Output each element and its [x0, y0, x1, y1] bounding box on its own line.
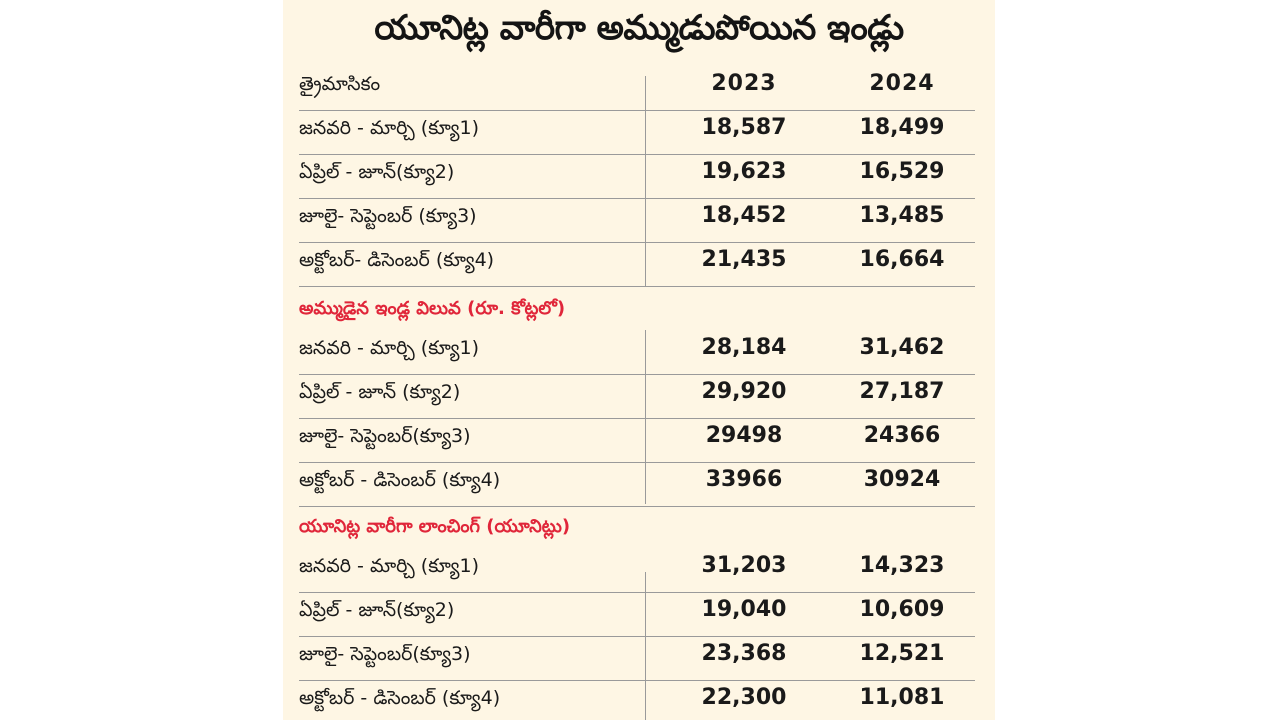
row-label: అక్టోబర్- డిసెంబర్ (క్యూ4) — [299, 249, 495, 271]
table-row — [299, 110, 975, 155]
value-2024: 11,081 — [859, 685, 945, 710]
table-row — [299, 198, 975, 243]
row-label: ఏప్రిల్ - జూన్(క్యూ2) — [299, 161, 455, 183]
value-2023: 29498 — [705, 423, 783, 448]
table-row — [299, 330, 975, 375]
table-row — [299, 548, 975, 593]
row-label: జూలై- సెప్టెంబర్(క్యూ3) — [299, 643, 471, 665]
year-2023-header: 2023 — [711, 71, 777, 96]
section-heading-launches: యూనిట్ల వారీగా లాంచింగ్ (యూనిట్లు) — [299, 516, 571, 537]
value-2023: 18,452 — [701, 203, 787, 228]
value-2023: 18,587 — [701, 115, 787, 140]
value-2023: 19,040 — [701, 597, 787, 622]
row-label: జనవరి - మార్చి (క్యూ1) — [299, 337, 480, 359]
value-2024: 30924 — [863, 467, 941, 492]
row-label: అక్టోబర్ - డిసెంబర్ (క్యూ4) — [299, 469, 501, 491]
value-2024: 10,609 — [859, 597, 945, 622]
row-label: జూలై- సెప్టెంబర్(క్యూ3) — [299, 425, 471, 447]
quarter-column-header: త్రైమాసికం — [299, 73, 381, 95]
value-2024: 18,499 — [859, 115, 945, 140]
row-label: ఏప్రిల్ - జూన్ (క్యూ2) — [299, 381, 461, 403]
value-2024: 27,187 — [859, 379, 945, 404]
row-label: ఏప్రిల్ - జూన్(క్యూ2) — [299, 599, 455, 621]
table-row — [299, 154, 975, 199]
table-header-row — [299, 66, 975, 111]
row-label: జూలై- సెప్టెంబర్ (క్యూ3) — [299, 205, 477, 227]
value-2024: 16,664 — [859, 247, 945, 272]
table-row — [299, 680, 975, 724]
row-label: జనవరి - మార్చి (క్యూ1) — [299, 555, 480, 577]
row-label: జనవరి - మార్చి (క్యూ1) — [299, 117, 480, 139]
value-2024: 12,521 — [859, 641, 945, 666]
table-row — [299, 462, 975, 507]
value-2024: 24366 — [863, 423, 941, 448]
value-2024: 16,529 — [859, 159, 945, 184]
value-2024: 31,462 — [859, 335, 945, 360]
row-label: అక్టోబర్ - డిసెంబర్ (క్యూ4) — [299, 687, 501, 709]
value-2023: 29,920 — [701, 379, 787, 404]
value-2023: 22,300 — [701, 685, 787, 710]
value-2023: 19,623 — [701, 159, 787, 184]
section-heading-value: అమ్ముడైన ఇండ్ల విలువ (రూ. కోట్లలో) — [299, 298, 566, 319]
value-2024: 14,323 — [859, 553, 945, 578]
infographic-table — [283, 0, 995, 720]
table-row — [299, 374, 975, 419]
table-row — [299, 636, 975, 681]
value-2023: 21,435 — [701, 247, 787, 272]
value-2023: 23,368 — [701, 641, 787, 666]
value-2024: 13,485 — [859, 203, 945, 228]
year-2024-header: 2024 — [869, 71, 935, 96]
value-2023: 31,203 — [701, 553, 787, 578]
table-row — [299, 242, 975, 287]
value-2023: 28,184 — [701, 335, 787, 360]
value-2023: 33966 — [705, 467, 783, 492]
table-row — [299, 592, 975, 637]
page-title: యూనిట్ల వారీగా అమ్ముడుపోయిన ఇండ్లు — [374, 8, 904, 48]
table-row — [299, 418, 975, 463]
